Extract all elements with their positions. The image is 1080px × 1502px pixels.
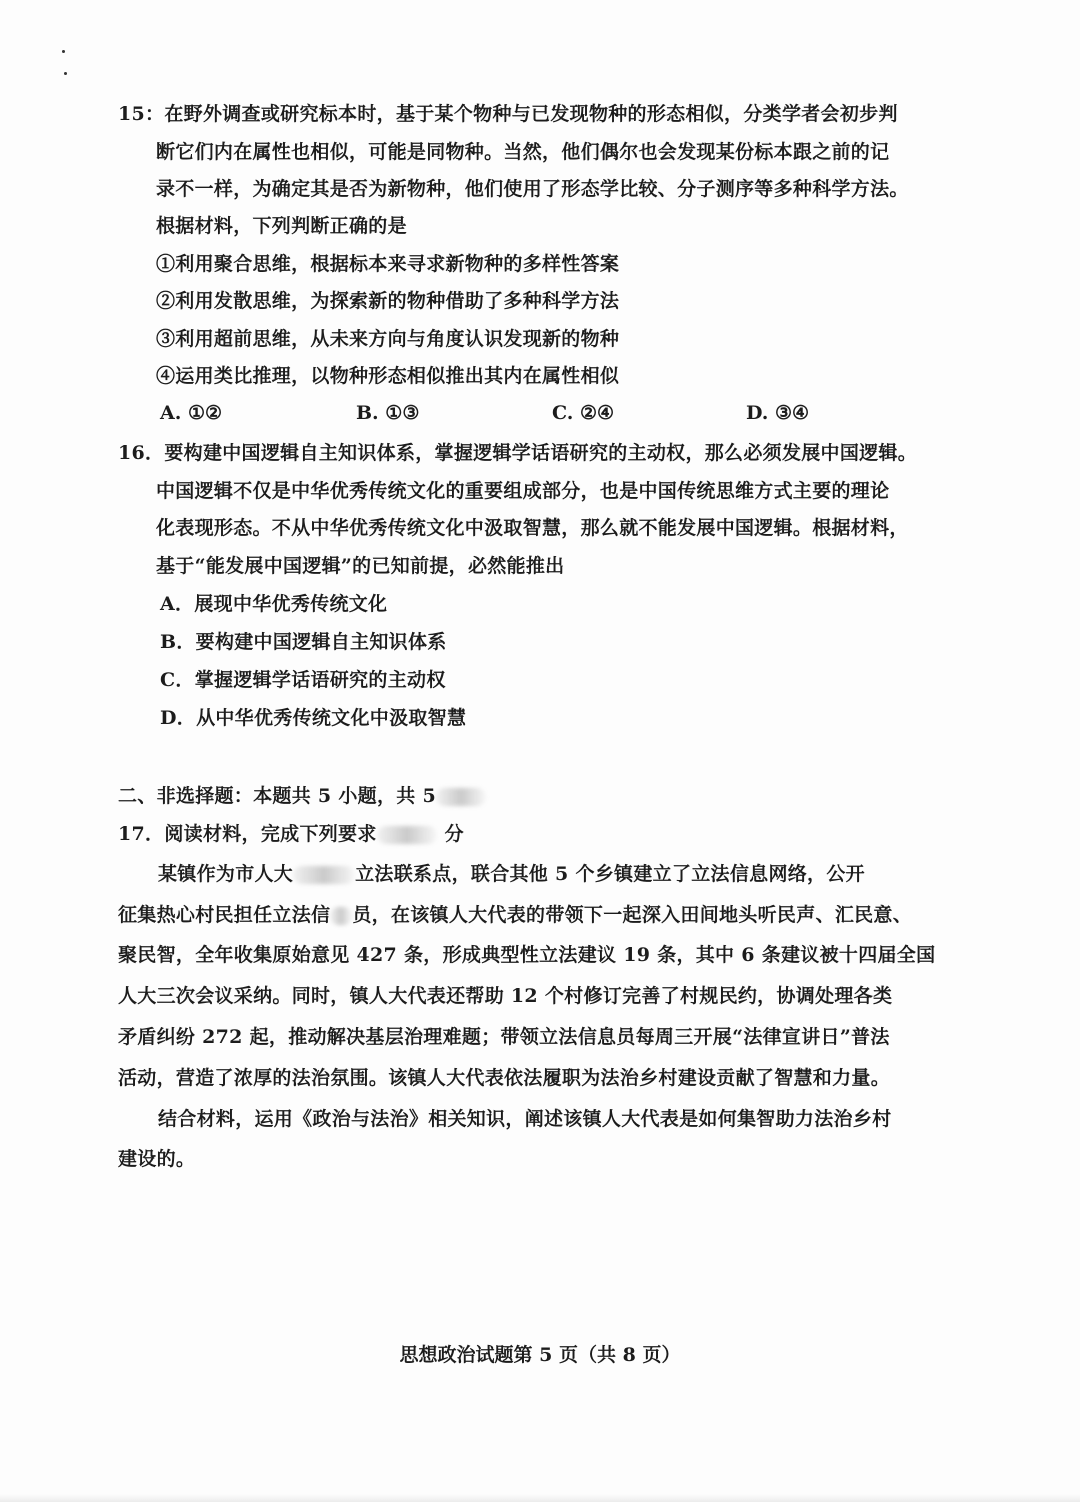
q17-title-text: 17．阅读材料，完成下列要求	[118, 823, 377, 845]
q16-stem-line: 16．要构建中国逻辑自主知识体系，掌握逻辑学话语研究的主动权，那么必须发展中国逻辑。	[118, 442, 918, 464]
q15-option-d: D. ③④	[746, 402, 810, 424]
q15-option-c: C. ②④	[552, 402, 615, 424]
q16-option-b: B．要构建中国逻辑自主知识体系	[160, 631, 447, 653]
q16-stem-line: 中国逻辑不仅是中华优秀传统文化的重要组成部分，也是中国传统思维方式主要的理论	[156, 480, 890, 502]
q17-material-line	[158, 862, 865, 886]
q17-question-line: 建设的。	[118, 1148, 196, 1170]
scan-speck	[64, 72, 67, 75]
q16-option-d: D．从中华优秀传统文化中汲取智慧	[160, 707, 467, 729]
redaction-smudge	[377, 826, 437, 844]
q16-stem-line: 基于“能发展中国逻辑”的已知前提，必然能推出	[156, 555, 565, 577]
q17-material-text: 征集热心村民担任立法信	[118, 904, 331, 926]
q16-option-a: A．展现中华优秀传统文化	[160, 593, 388, 615]
q17-score-unit: 分	[444, 823, 464, 845]
q17-material-text: 立法联系点，联合其他 5 个乡镇建立了立法信息网络，公开	[355, 863, 865, 885]
redaction-smudge	[293, 866, 355, 884]
q15-stem-line: 根据材料，下列判断正确的是	[156, 215, 407, 237]
q17-question-line: 结合材料，运用《政治与法治》相关知识，阐述该镇人大代表是如何集智助力法治乡村	[158, 1108, 892, 1130]
q15-statement: ②利用发散思维，为探索新的物种借助了多种科学方法	[156, 290, 620, 312]
redaction-smudge	[436, 788, 486, 806]
q16-stem-line: 化表现形态。不从中华优秀传统文化中汲取智慧，那么就不能发展中国逻辑。根据材料，	[156, 517, 909, 539]
section-2-heading	[118, 784, 486, 808]
q17-title	[118, 822, 464, 846]
q15-option-b: B. ①③	[356, 402, 420, 424]
q15-option-a: A. ①②	[160, 402, 223, 424]
q17-material-line: 人大三次会议采纳。同时，镇人大代表还帮助 12 个村修订完善了村规民约，协调处理各类	[118, 985, 893, 1007]
q15-stem-line: 断它们内在属性也相似，可能是同物种。当然，他们偶尔也会发现某份标本跟之前的记	[156, 141, 890, 163]
redaction-smudge	[330, 907, 352, 925]
scan-speck	[62, 50, 65, 53]
q15-options	[160, 402, 860, 428]
q17-material-text: 某镇作为市人大	[158, 863, 294, 885]
q15-statement: ①利用聚合思维，根据标本来寻求新物种的多样性答案	[156, 253, 620, 275]
page-footer: 思想政治试题第 5 页（共 8 页）	[399, 1344, 681, 1366]
q16-option-c: C．掌握逻辑学话语研究的主动权	[160, 669, 446, 691]
q15-statement: ③利用超前思维，从未来方向与角度认识发现新的物种	[156, 328, 620, 350]
q17-material-line	[118, 903, 912, 927]
q17-material-line: 活动，营造了浓厚的法治氛围。该镇人大代表依法履职为法治乡村建设贡献了智慧和力量。	[118, 1067, 891, 1089]
q15-stem-line: 15：在野外调查或研究标本时，基于某个物种与已发现物种的形态相似，分类学者会初步判	[118, 103, 898, 125]
scan-bottom-edge	[0, 1494, 1080, 1502]
q15-statement: ④运用类比推理，以物种形态相似推出其内在属性相似	[156, 365, 620, 387]
q17-material-text: 员，在该镇人大代表的带领下一起深入田间地头听民声、汇民意、	[352, 904, 913, 926]
q15-stem-line: 录不一样，为确定其是否为新物种，他们使用了形态学比较、分子测序等多种科学方法。	[156, 178, 909, 200]
q17-material-line: 矛盾纠纷 272 起，推动解决基层治理难题；带领立法信息员每周三开展“法律宣讲日”普法	[118, 1026, 890, 1048]
section-2-heading-text: 二、非选择题：本题共 5 小题，共 5	[118, 785, 436, 807]
q17-material-line: 聚民智，全年收集原始意见 427 条，形成典型性立法建议 19 条，其中 6 条建议被十四届全国	[118, 944, 936, 966]
